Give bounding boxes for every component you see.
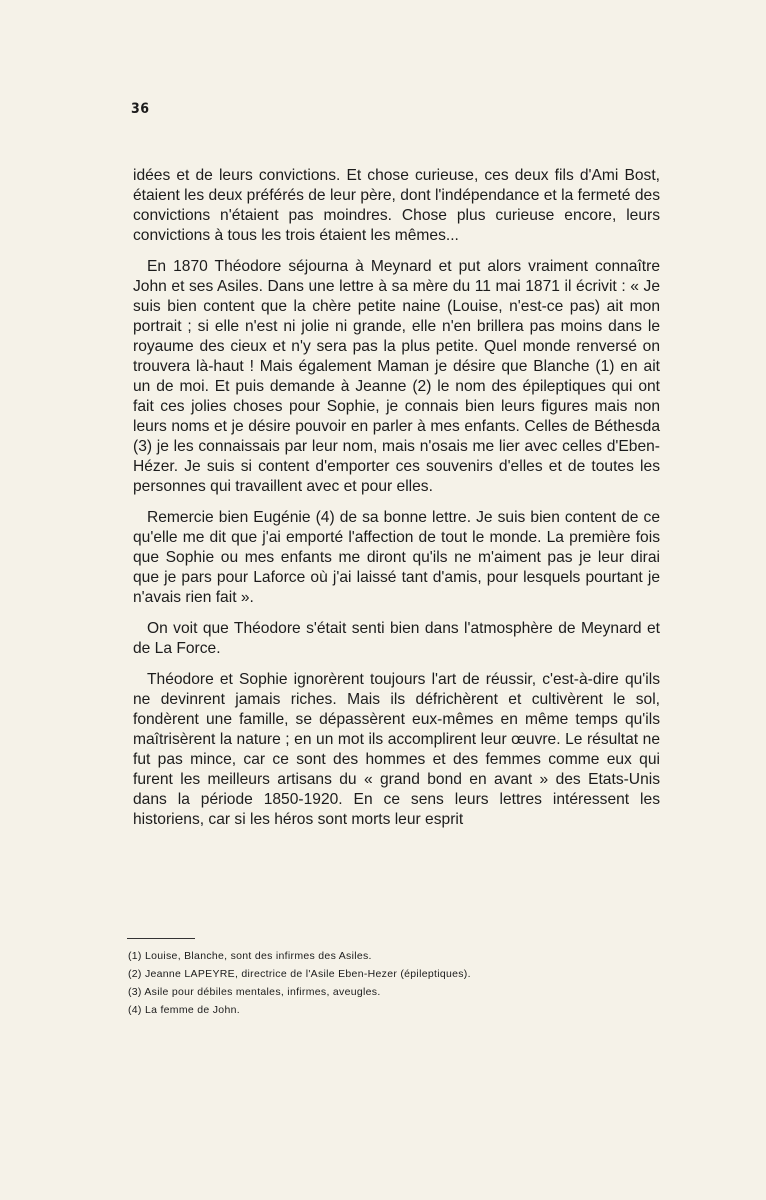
footnotes (128, 947, 648, 1019)
paragraph-2: En 1870 Théodore séjourna à Meynard et put alors vraiment connaître John et ses Asiles. Dans une lettre à sa mère du 11 mai 1871 il écrivit : « Je suis bien content que la chère petite naine (Louise, n'est-ce pas) ait mon portrait ; si elle n'est ni jolie ni grande, elle n'en brillera pas moins dans le royaume des cieux et n'y sera pas la plus petite. Quel monde renversé on trouvera là-haut ! Mais également Maman je désire que Blanche (1) en ait un de moi. Et puis demande à Jeanne (2) le nom des épileptiques qui ont fait ces jolies choses pour Sophie, je connais bien leurs figures mais non leurs noms et je désire pouvoir en parler à mes enfants. Celles de Béthesda (3) je les connaissais par leur nom, mais n'osais me lier avec celles d'Eben-Hézer. Je suis si content d'emporter ces souvenirs d'elles et de toutes les personnes qui travaillent avec et pour elles. (133, 258, 660, 495)
body-text (133, 166, 660, 841)
footnote-3: (3) Asile pour débiles mentales, infirmes, aveugles. (128, 986, 381, 998)
page-number: 36 (131, 101, 150, 117)
footnote-4: (4) La femme de John. (128, 1004, 240, 1016)
footnote-1: (1) Louise, Blanche, sont des infirmes des Asiles. (128, 950, 372, 962)
footnote-2: (2) Jeanne LAPEYRE, directrice de l'Asile Eben-Hezer (épileptiques). (128, 968, 471, 980)
paragraph-3: Remercie bien Eugénie (4) de sa bonne lettre. Je suis bien content de ce qu'elle me dit que j'ai emporté l'affection de tout le monde. La première fois que Sophie ou mes enfants me diront qu'ils ne m'aiment pas je leur dirai que je pars pour Laforce où j'ai laissé tant d'amis, pour lesquels pourtant je n'avais rien fait ». (133, 509, 660, 606)
paragraph-1: idées et de leurs convictions. Et chose curieuse, ces deux fils d'Ami Bost, étaient les deux préférés de leur père, dont l'indépendance et la fermeté des convictions n'étaient pas moindres. Chose plus curieuse encore, leurs convictions à tous les trois étaient les mêmes... (133, 167, 660, 244)
footnote-divider (127, 938, 195, 939)
paragraph-5: Théodore et Sophie ignorèrent toujours l'art de réussir, c'est-à-dire qu'ils ne devinrent jamais riches. Mais ils défrichèrent et cultivèrent le sol, fondèrent une famille, se dépassèrent eux-mêmes en même temps qu'ils maîtrisèrent la nature ; en un mot ils accomplirent leur œuvre. Le résultat ne fut pas mince, car ce sont des hommes et des femmes comme eux qui furent les meilleurs artisans du « grand bond en avant » des Etats-Unis dans la période 1850-1920. En ce sens leurs lettres intéressent les historiens, car si les héros sont morts leur esprit (133, 671, 660, 828)
paragraph-4: On voit que Théodore s'était senti bien dans l'atmosphère de Meynard et de La Force. (133, 620, 660, 657)
